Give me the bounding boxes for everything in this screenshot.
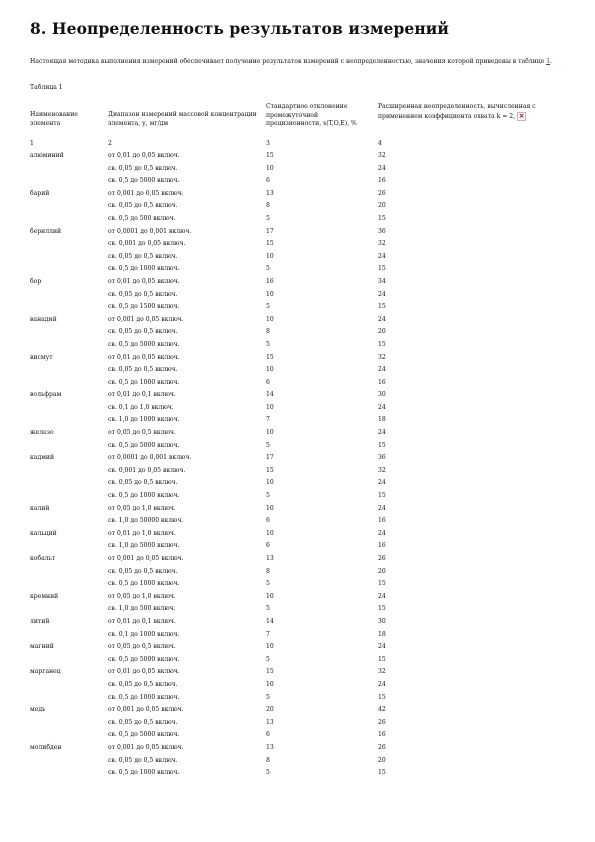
table-row [0, 454, 595, 467]
uncertainty-cell: 24 [378, 479, 386, 487]
table-row [0, 467, 595, 480]
range-cell: от 0,001 до 0,05 включ. [108, 743, 184, 751]
table-row [0, 303, 595, 316]
std-cell: 13 [266, 555, 274, 562]
element-cell: висмут [30, 353, 53, 361]
std-cell: 6 [266, 378, 270, 386]
table-row [0, 694, 595, 707]
uncertainty-cell: 16 [378, 177, 386, 185]
table-row [0, 719, 595, 732]
uncertainty-cell: 15 [378, 605, 386, 613]
table-row [0, 542, 595, 555]
std-cell: 10 [266, 592, 274, 600]
std-cell: 8 [266, 328, 270, 336]
std-cell: 8 [266, 756, 270, 764]
uncertainty-cell: 24 [378, 680, 386, 688]
uncertainty-cell: 16 [378, 517, 386, 525]
header-std-deviation: Стандартное отклонение промежуточной прецизионности, s(T,O,E), % [266, 103, 357, 127]
uncertainty-cell: 32 [378, 668, 386, 676]
table-row [0, 202, 595, 215]
uncertainty-cell: 36 [378, 227, 386, 235]
std-cell: 7 [266, 630, 270, 638]
uncertainty-cell: 32 [378, 353, 386, 361]
std-cell: 10 [266, 504, 274, 512]
uncertainty-cell: 42 [378, 706, 386, 714]
uncertainty-cell: 20 [378, 756, 386, 764]
range-cell: от 0,05 до 0,5 включ. [108, 643, 176, 651]
table-row [0, 253, 595, 266]
std-cell: 6 [266, 177, 270, 185]
header-element: Наименование элемента [30, 111, 78, 127]
table-body [0, 152, 595, 782]
std-cell: 17 [266, 454, 274, 462]
std-cell: 15 [266, 353, 274, 361]
element-cell: кобальт [30, 555, 56, 562]
range-cell: св. 1,0 до 50000 включ. [108, 517, 184, 525]
std-cell: 5 [266, 303, 270, 311]
uncertainty-cell: 24 [378, 643, 386, 651]
range-cell: св. 0,5 до 5000 включ. [108, 340, 180, 348]
range-cell: св. 0,05 до 0,5 включ. [108, 479, 178, 487]
range-cell: св. 0,5 до 1000 включ. [108, 693, 180, 701]
table-row [0, 530, 595, 543]
broken-image-icon: × [518, 111, 525, 120]
element-cell: литий [30, 617, 50, 625]
range-cell: св. 0,5 до 1000 включ. [108, 580, 180, 588]
std-cell: 5 [266, 580, 270, 588]
intro-end: . [550, 58, 553, 65]
table-row [0, 442, 595, 455]
range-cell: от 0,0001 до 0,001 включ. [108, 454, 192, 462]
std-cell: 6 [266, 542, 270, 550]
table-row [0, 656, 595, 669]
range-cell: св. 0,05 до 0,5 включ. [108, 202, 178, 210]
uncertainty-cell: 30 [378, 391, 386, 399]
std-cell: 5 [266, 693, 270, 701]
uncertainty-cell: 24 [378, 429, 386, 437]
std-cell: 8 [266, 202, 270, 210]
range-cell: от 0,001 до 0,05 включ. [108, 555, 184, 562]
uncertainty-cell: 32 [378, 152, 386, 159]
column-number-3: 3 [266, 140, 270, 147]
std-cell: 5 [266, 605, 270, 613]
table-row [0, 618, 595, 631]
table-row [0, 404, 595, 417]
uncertainty-cell: 26 [378, 555, 386, 562]
std-cell: 10 [266, 479, 274, 487]
std-cell: 10 [266, 643, 274, 651]
element-cell: кремний [30, 592, 59, 600]
column-number-2: 2 [108, 140, 112, 147]
intro-text: Настоящая методика выполнения измерений обеспечивает получение результатов измерений с неопределенностью, значения которой приведены в таблице [30, 58, 547, 65]
std-cell: 5 [266, 492, 270, 500]
uncertainty-cell: 24 [378, 529, 386, 537]
range-cell: св. 0,001 до 0,05 включ. [108, 466, 186, 474]
std-cell: 13 [266, 189, 274, 197]
range-cell: от 0,05 до 1,0 включ. [108, 504, 176, 512]
table-row [0, 278, 595, 291]
table-row [0, 631, 595, 644]
range-cell: св. 0,5 до 1000 включ. [108, 769, 180, 777]
uncertainty-cell: 15 [378, 655, 386, 663]
std-cell: 10 [266, 290, 274, 298]
range-cell: св. 0,5 до 1500 включ. [108, 303, 180, 311]
table-row [0, 580, 595, 593]
range-cell: св. 0,05 до 0,5 включ. [108, 680, 178, 688]
table-row [0, 555, 595, 568]
uncertainty-cell: 24 [378, 504, 386, 512]
range-cell: от 0,001 до 0,05 включ. [108, 315, 184, 323]
table-row [0, 568, 595, 581]
range-cell: св. 0,1 до 1,0 включ. [108, 403, 174, 411]
range-cell: св. 0,05 до 0,5 включ. [108, 567, 178, 575]
element-cell: калий [30, 504, 50, 512]
table-row [0, 731, 595, 744]
table-row [0, 757, 595, 770]
std-cell: 6 [266, 731, 270, 739]
std-cell: 15 [266, 668, 274, 676]
uncertainty-cell: 15 [378, 441, 386, 449]
table-row [0, 366, 595, 379]
std-cell: 5 [266, 265, 270, 273]
range-cell: св. 0,05 до 0,5 включ. [108, 756, 178, 764]
uncertainty-cell: 24 [378, 592, 386, 600]
element-cell: вольфрам [30, 391, 62, 399]
range-cell: от 0,0001 до 0,001 включ. [108, 227, 192, 235]
table-row [0, 165, 595, 178]
range-cell: св. 0,05 до 0,5 включ. [108, 366, 178, 374]
uncertainty-cell: 15 [378, 340, 386, 348]
table-row [0, 505, 595, 518]
table-caption: Таблица 1 [30, 84, 63, 91]
range-cell: св. 0,1 до 1000 включ. [108, 630, 180, 638]
range-cell: св. 1,0 до 5000 включ. [108, 542, 180, 550]
uncertainty-cell: 15 [378, 693, 386, 701]
range-cell: от 0,05 до 1,0 включ. [108, 592, 176, 600]
range-cell: св. 0,5 до 1000 включ. [108, 378, 180, 386]
range-cell: св. 0,5 до 500 включ. [108, 214, 176, 222]
std-cell: 10 [266, 429, 274, 437]
table-row [0, 517, 595, 530]
element-cell: ванадий [30, 315, 57, 323]
range-cell: от 0,01 до 0,05 включ. [108, 152, 180, 159]
std-cell: 15 [266, 152, 274, 159]
uncertainty-cell: 26 [378, 743, 386, 751]
std-cell: 10 [266, 366, 274, 374]
uncertainty-cell: 16 [378, 378, 386, 386]
range-cell: от 0,01 до 0,05 включ. [108, 668, 180, 676]
uncertainty-cell: 24 [378, 164, 386, 172]
header-expanded-uncertainty [378, 103, 573, 121]
std-cell: 15 [266, 240, 274, 248]
range-cell: св. 0,5 до 1000 включ. [108, 265, 180, 273]
range-cell: от 0,01 до 0,1 включ. [108, 617, 176, 625]
uncertainty-cell: 34 [378, 277, 386, 285]
uncertainty-cell: 20 [378, 202, 386, 210]
std-cell: 5 [266, 769, 270, 777]
uncertainty-cell: 32 [378, 466, 386, 474]
table-row [0, 391, 595, 404]
table-row [0, 215, 595, 228]
element-cell: кальций [30, 529, 57, 537]
uncertainty-cell: 30 [378, 617, 386, 625]
range-cell: от 0,05 до 0,5 включ. [108, 429, 176, 437]
std-cell: 5 [266, 340, 270, 348]
range-cell: от 0,01 до 0,1 включ. [108, 391, 176, 399]
table-row [0, 152, 595, 165]
std-cell: 10 [266, 315, 274, 323]
std-cell: 10 [266, 529, 274, 537]
uncertainty-cell: 16 [378, 542, 386, 550]
std-cell: 10 [266, 252, 274, 260]
table-row [0, 328, 595, 341]
column-number-row [0, 140, 595, 150]
range-cell: св. 0,5 до 1000 включ. [108, 492, 180, 500]
table-row [0, 341, 595, 354]
element-cell: алюминий [30, 152, 64, 159]
std-cell: 5 [266, 655, 270, 663]
table-row [0, 379, 595, 392]
column-number-4: 4 [378, 140, 382, 147]
uncertainty-cell: 15 [378, 492, 386, 500]
element-cell: кадмий [30, 454, 55, 462]
range-cell: св. 0,5 до 5000 включ. [108, 441, 180, 449]
uncertainty-cell: 15 [378, 265, 386, 273]
element-cell: марганец [30, 668, 61, 676]
table-row [0, 416, 595, 429]
table-reference-link[interactable]: 1 [546, 58, 551, 65]
element-cell: бор [30, 277, 42, 285]
uncertainty-cell: 20 [378, 328, 386, 336]
element-cell: железо [30, 429, 54, 437]
std-cell: 8 [266, 567, 270, 575]
table-row [0, 706, 595, 719]
uncertainty-cell: 18 [378, 416, 386, 424]
table-row [0, 492, 595, 505]
uncertainty-cell: 32 [378, 240, 386, 248]
uncertainty-cell: 24 [378, 252, 386, 260]
std-cell: 13 [266, 743, 274, 751]
range-cell: св. 0,05 до 0,5 включ. [108, 328, 178, 336]
element-cell: молибден [30, 743, 62, 751]
std-cell: 14 [266, 617, 274, 625]
uncertainty-cell: 24 [378, 403, 386, 411]
page-title: 8. Неопределенность результатов измерений [30, 19, 450, 38]
uncertainty-cell: 20 [378, 567, 386, 575]
uncertainty-cell: 15 [378, 303, 386, 311]
std-cell: 20 [266, 706, 274, 714]
uncertainty-cell: 15 [378, 769, 386, 777]
uncertainty-cell: 24 [378, 290, 386, 298]
element-cell: магний [30, 643, 54, 651]
range-cell: св. 0,5 до 5000 включ. [108, 177, 180, 185]
element-cell: бериллий [30, 227, 62, 235]
header-expanded-text: Расширенная неопределенность, вычисленная с применением коэффициента охвата k = 2, [378, 103, 536, 120]
table-row [0, 744, 595, 757]
table-row [0, 643, 595, 656]
std-cell: 10 [266, 164, 274, 172]
range-cell: св. 1,0 до 1000 включ. [108, 416, 180, 424]
std-cell: 5 [266, 214, 270, 222]
range-cell: св. 1,0 до 500 включ. [108, 605, 176, 613]
element-cell: барий [30, 189, 50, 197]
table-row [0, 668, 595, 681]
table-row [0, 177, 595, 190]
std-cell: 17 [266, 227, 274, 235]
range-cell: от 0,001 до 0,05 включ. [108, 189, 184, 197]
table-row [0, 479, 595, 492]
uncertainty-cell: 26 [378, 189, 386, 197]
uncertainty-cell: 24 [378, 366, 386, 374]
range-cell: св. 0,05 до 0,5 включ. [108, 164, 178, 172]
std-cell: 15 [266, 466, 274, 474]
range-cell: от 0,001 до 0,05 включ. [108, 706, 184, 714]
table-row [0, 593, 595, 606]
table-row [0, 228, 595, 241]
table-row [0, 429, 595, 442]
uncertainty-cell: 26 [378, 718, 386, 726]
table-row [0, 354, 595, 367]
uncertainty-cell: 18 [378, 630, 386, 638]
std-cell: 14 [266, 391, 274, 399]
table-row [0, 291, 595, 304]
header-range: Диапазон измерений массовой концентрации элемента, у, мг/дм [108, 111, 257, 127]
range-cell: от 0,01 до 0,05 включ. [108, 353, 180, 361]
table-row [0, 316, 595, 329]
std-cell: 16 [266, 277, 274, 285]
uncertainty-cell: 36 [378, 454, 386, 462]
range-cell: св. 0,5 до 5000 включ. [108, 731, 180, 739]
uncertainty-cell: 15 [378, 580, 386, 588]
table-row [0, 190, 595, 203]
table-row [0, 240, 595, 253]
table-row [0, 265, 595, 278]
uncertainty-cell: 15 [378, 214, 386, 222]
uncertainty-cell: 16 [378, 731, 386, 739]
std-cell: 7 [266, 416, 270, 424]
column-number-1: 1 [30, 140, 34, 147]
range-cell: от 0,01 до 0,05 включ. [108, 277, 180, 285]
std-cell: 10 [266, 680, 274, 688]
range-cell: св. 0,5 до 5000 включ. [108, 655, 180, 663]
range-cell: св. 0,05 до 0,5 включ. [108, 290, 178, 298]
range-cell: св. 0,05 до 0,5 включ. [108, 252, 178, 260]
range-cell: св. 0,05 до 0,5 включ. [108, 718, 178, 726]
std-cell: 10 [266, 403, 274, 411]
range-cell: св. 0,001 до 0,05 включ. [108, 240, 186, 248]
range-cell: от 0,01 до 1,0 включ. [108, 529, 176, 537]
table-row [0, 769, 595, 782]
uncertainty-cell: 24 [378, 315, 386, 323]
std-cell: 6 [266, 517, 270, 525]
std-cell: 5 [266, 441, 270, 449]
table-row [0, 605, 595, 618]
table-row [0, 681, 595, 694]
element-cell: медь [30, 706, 46, 714]
std-cell: 13 [266, 718, 274, 726]
intro-paragraph [30, 56, 565, 67]
